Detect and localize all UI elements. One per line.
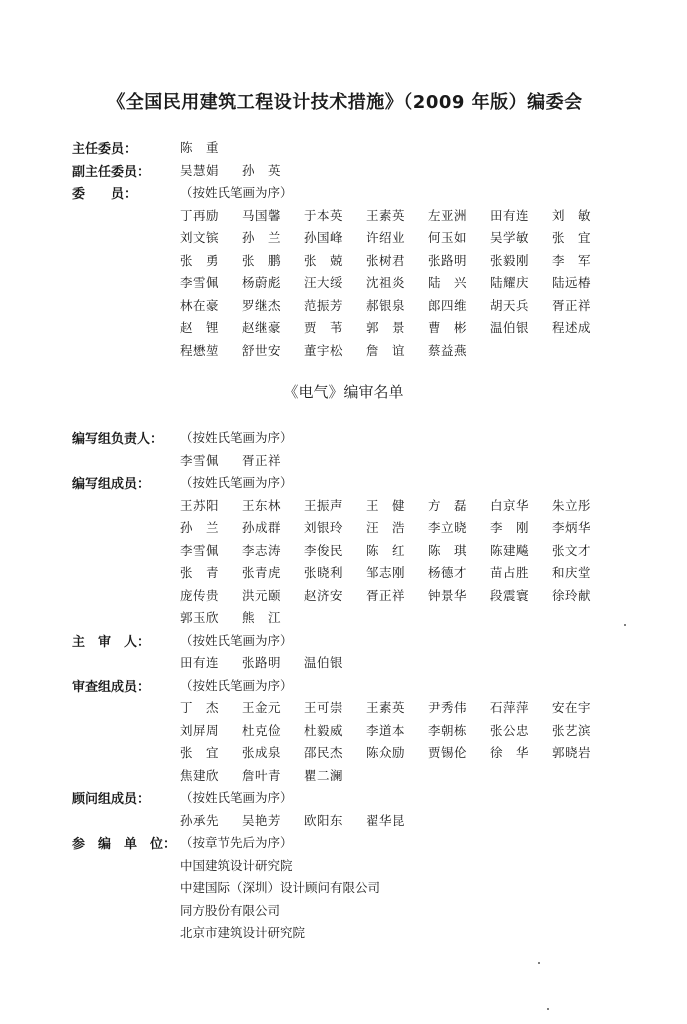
person-name: 张 鹏	[242, 252, 282, 268]
name-row	[180, 811, 428, 829]
role-label: 副主任委员：	[72, 164, 151, 180]
person-name: 方 磊	[428, 497, 468, 513]
group-names-row	[180, 296, 614, 319]
person-name: 张 宜	[180, 745, 220, 760]
group-names-row	[180, 698, 614, 721]
person-name: 陈 重	[180, 140, 220, 155]
person-name: 白京华	[490, 497, 530, 513]
person-name: 胡天兵	[490, 297, 530, 313]
person-name: 张 兢	[304, 252, 344, 268]
person-name: 张文才	[552, 542, 592, 558]
group-names-row	[180, 586, 614, 609]
person-name: 王金元	[242, 700, 282, 715]
group-names-row	[180, 273, 614, 296]
person-name: 张公忠	[490, 722, 530, 738]
person-name: 王振声	[304, 497, 344, 513]
name-row	[180, 608, 304, 626]
name-row	[180, 721, 614, 739]
role-label: 委 员：	[72, 187, 138, 202]
person-name: 李志涛	[242, 542, 282, 558]
person-name: 李雪佩	[180, 542, 220, 558]
person-name: 于本英	[304, 207, 344, 223]
person-name: 李炳华	[552, 520, 592, 535]
person-name: 刘 敏	[552, 207, 592, 223]
participating-unit: 中国建筑设计研究院	[180, 857, 293, 873]
group-header	[72, 183, 614, 206]
person-name: 陈建飚	[490, 542, 530, 558]
unit-row	[180, 923, 614, 946]
group-names-row	[180, 608, 614, 631]
person-name: 詹叶青	[242, 767, 282, 783]
section-title-electrical: 《电气》编审名单	[283, 383, 404, 401]
unit-row	[180, 856, 614, 879]
person-name: 李 军	[552, 252, 592, 268]
person-name: 董宇松	[304, 342, 344, 358]
person-name: 赵济安	[304, 587, 344, 603]
person-name: 赵 锂	[180, 320, 220, 335]
person-name: 孙 英	[242, 162, 282, 178]
person-name: 郭 景	[366, 320, 406, 335]
ordering-note: （按姓氏笔画为序）	[180, 185, 293, 200]
person-name: 王素英	[366, 207, 406, 223]
person-name: 焦建欣	[180, 767, 220, 783]
name-row	[180, 228, 614, 246]
name-row	[180, 451, 304, 469]
person-name: 孙承先	[180, 812, 220, 828]
group-names-row	[180, 451, 614, 474]
name-row	[180, 496, 614, 514]
person-name: 陈 琪	[428, 542, 468, 558]
person-name: 贾 苇	[304, 320, 344, 335]
person-name: 熊 江	[242, 610, 282, 625]
person-name: 何玉如	[428, 230, 468, 245]
group-names-row	[180, 766, 614, 789]
name-row	[180, 541, 614, 559]
person-name: 李道本	[366, 722, 406, 738]
person-name: 张 勇	[180, 252, 220, 268]
person-name: 杜克俭	[242, 722, 282, 738]
person-name: 范振芳	[304, 297, 344, 313]
person-name: 张青虎	[242, 565, 282, 580]
name-row	[180, 518, 614, 536]
unit-row	[180, 878, 614, 901]
group-header	[72, 833, 614, 856]
person-name: 张树君	[366, 252, 406, 268]
group-names-row	[180, 228, 614, 251]
ordering-note: （按章节先后为序）	[180, 835, 293, 850]
person-name: 吴艳芳	[242, 812, 282, 828]
person-name: 左亚洲	[428, 207, 468, 223]
person-name: 田有连	[180, 655, 220, 670]
name-row	[180, 206, 614, 224]
person-name: 郭晓岩	[552, 745, 592, 760]
person-name: 郭玉欣	[180, 610, 220, 625]
scan-speck	[624, 624, 626, 626]
person-name: 刘文镔	[180, 230, 220, 245]
person-name: 尹秀伟	[428, 700, 468, 715]
person-name: 安在宇	[552, 700, 592, 715]
document-title: 《全国民用建筑工程设计技术措施》（2009 年版）编委会	[107, 92, 583, 113]
person-name: 张艺滨	[552, 722, 592, 738]
person-name: 张 宜	[552, 230, 592, 245]
person-name: 王苏阳	[180, 497, 220, 513]
person-name: 徐 华	[490, 745, 530, 760]
group-names-row	[180, 206, 614, 229]
group-names-row	[180, 341, 614, 364]
name-row	[180, 743, 614, 761]
person-name: 林在豪	[180, 297, 220, 313]
person-name: 邵民杰	[304, 745, 344, 760]
role-row	[72, 161, 614, 184]
person-name: 庞传贵	[180, 587, 220, 603]
group-names-row	[180, 518, 614, 541]
person-name: 汪 浩	[366, 520, 406, 535]
name-row	[180, 318, 614, 336]
ordering-note: （按姓氏笔画为序）	[180, 430, 293, 445]
person-name: 徐玲献	[552, 587, 592, 603]
person-name: 郎四维	[428, 297, 468, 313]
group-header	[72, 676, 614, 699]
person-name: 舒世安	[242, 342, 282, 358]
person-name: 温伯银	[490, 320, 530, 335]
person-name: 陆远椿	[552, 275, 592, 290]
name-row	[180, 766, 366, 784]
committee-block	[72, 138, 614, 363]
person-name: 陈 红	[366, 542, 406, 558]
person-name: 贾锡伦	[428, 745, 468, 760]
person-name: 和庆堂	[552, 565, 592, 580]
person-name: 李朝栋	[428, 722, 468, 738]
person-name: 石萍萍	[490, 700, 530, 715]
unit-row	[180, 901, 614, 924]
person-name: 苗占胜	[490, 565, 530, 580]
role-label: 主任委员：	[72, 142, 138, 157]
name-row	[180, 586, 614, 604]
person-name: 李雪佩	[180, 452, 220, 468]
person-name: 胥正祥	[552, 297, 592, 313]
ordering-note: （按姓氏笔画为序）	[180, 677, 293, 693]
person-name: 张晓利	[304, 565, 344, 580]
group-names-row	[180, 541, 614, 564]
person-name: 李俊民	[304, 542, 344, 558]
group-names-row	[180, 653, 614, 676]
group-names-row	[180, 251, 614, 274]
person-name: 程懋堃	[180, 342, 220, 358]
person-name: 王东林	[242, 497, 282, 513]
group-names-row	[180, 496, 614, 519]
name-row	[180, 653, 366, 671]
person-name: 张路明	[242, 655, 282, 670]
person-name: 钟景华	[428, 587, 468, 603]
person-name: 汪大绥	[304, 275, 344, 290]
person-name: 吴慧娟	[180, 162, 220, 178]
person-name: 丁再励	[180, 207, 220, 223]
group-header	[72, 473, 614, 496]
person-name: 吴学敏	[490, 230, 530, 245]
person-name: 王素英	[366, 700, 406, 715]
person-name: 王 健	[366, 497, 406, 513]
group-header	[72, 631, 614, 654]
person-name: 张 青	[180, 565, 220, 580]
ordering-note: （按姓氏笔画为序）	[180, 632, 293, 648]
person-name: 孙 兰	[242, 230, 282, 245]
person-name: 罗继杰	[242, 297, 282, 313]
person-name: 蔡益燕	[428, 342, 468, 358]
group-names-row	[180, 811, 614, 834]
role-label: 审查组成员：	[72, 679, 151, 695]
participating-unit: 同方股份有限公司	[180, 902, 281, 918]
person-name: 洪元颐	[242, 587, 282, 603]
group-header	[72, 788, 614, 811]
name-row	[180, 341, 490, 359]
person-name: 陆耀庆	[490, 275, 530, 290]
participating-unit: 中建国际（深圳）设计顾问有限公司	[180, 880, 381, 895]
role-label: 编写组成员：	[72, 477, 151, 492]
group-names-row	[180, 743, 614, 766]
role-label: 主 审 人：	[72, 634, 151, 650]
name-row	[180, 138, 242, 156]
person-name: 李 刚	[490, 520, 530, 535]
person-name: 王可崇	[304, 700, 344, 715]
name-row	[180, 698, 614, 716]
person-name: 杨德才	[428, 565, 468, 580]
role-label: 参 编 单 位：	[72, 837, 177, 852]
person-name: 陆 兴	[428, 275, 468, 290]
person-name: 田有连	[490, 207, 530, 223]
scan-speck	[547, 1008, 549, 1010]
name-row	[180, 251, 614, 269]
person-name: 张毅刚	[490, 252, 530, 268]
scan-speck	[538, 962, 540, 964]
name-row	[180, 273, 614, 291]
person-name: 张成泉	[242, 745, 282, 760]
participating-unit: 北京市建筑设计研究院	[180, 925, 306, 940]
person-name: 刘银玲	[304, 520, 344, 535]
person-name: 丁 杰	[180, 700, 220, 715]
person-name: 翟华昆	[366, 812, 406, 828]
group-header	[72, 428, 614, 451]
person-name: 温伯银	[304, 655, 344, 670]
person-name: 邹志刚	[366, 565, 406, 580]
role-label: 编写组负责人：	[72, 432, 164, 447]
person-name: 欧阳东	[304, 812, 344, 828]
person-name: 赵继豪	[242, 320, 282, 335]
role-label: 顾问组成员：	[72, 792, 151, 807]
person-name: 张路明	[428, 252, 468, 268]
person-name: 李雪佩	[180, 275, 220, 290]
person-name: 孙国峰	[304, 230, 344, 245]
group-names-row	[180, 721, 614, 744]
person-name: 段震寰	[490, 587, 530, 603]
person-name: 胥正祥	[366, 587, 406, 603]
person-name: 沈祖炎	[366, 275, 406, 290]
person-name: 许绍业	[366, 230, 406, 245]
person-name: 马国馨	[242, 207, 282, 223]
person-name: 程述成	[552, 320, 592, 335]
person-name: 孙 兰	[180, 520, 220, 535]
person-name: 瞿二澜	[304, 767, 344, 783]
name-row	[180, 563, 614, 581]
name-row	[180, 296, 614, 314]
electrical-block	[72, 428, 614, 946]
person-name: 刘屏周	[180, 722, 220, 738]
person-name: 李立晓	[428, 520, 468, 535]
person-name: 朱立彤	[552, 497, 592, 513]
name-row	[180, 161, 304, 179]
person-name: 杨蔚彪	[242, 275, 282, 290]
person-name: 曹 彬	[428, 320, 468, 335]
group-names-row	[180, 318, 614, 341]
person-name: 胥正祥	[242, 452, 282, 468]
person-name: 詹 谊	[366, 342, 406, 358]
role-row	[72, 138, 614, 161]
ordering-note: （按姓氏笔画为序）	[180, 790, 293, 805]
person-name: 杜毅威	[304, 722, 344, 738]
person-name: 陈众励	[366, 745, 406, 760]
person-name: 孙成群	[242, 520, 282, 535]
person-name: 郝银泉	[366, 297, 406, 313]
ordering-note: （按姓氏笔画为序）	[180, 475, 293, 490]
group-names-row	[180, 563, 614, 586]
